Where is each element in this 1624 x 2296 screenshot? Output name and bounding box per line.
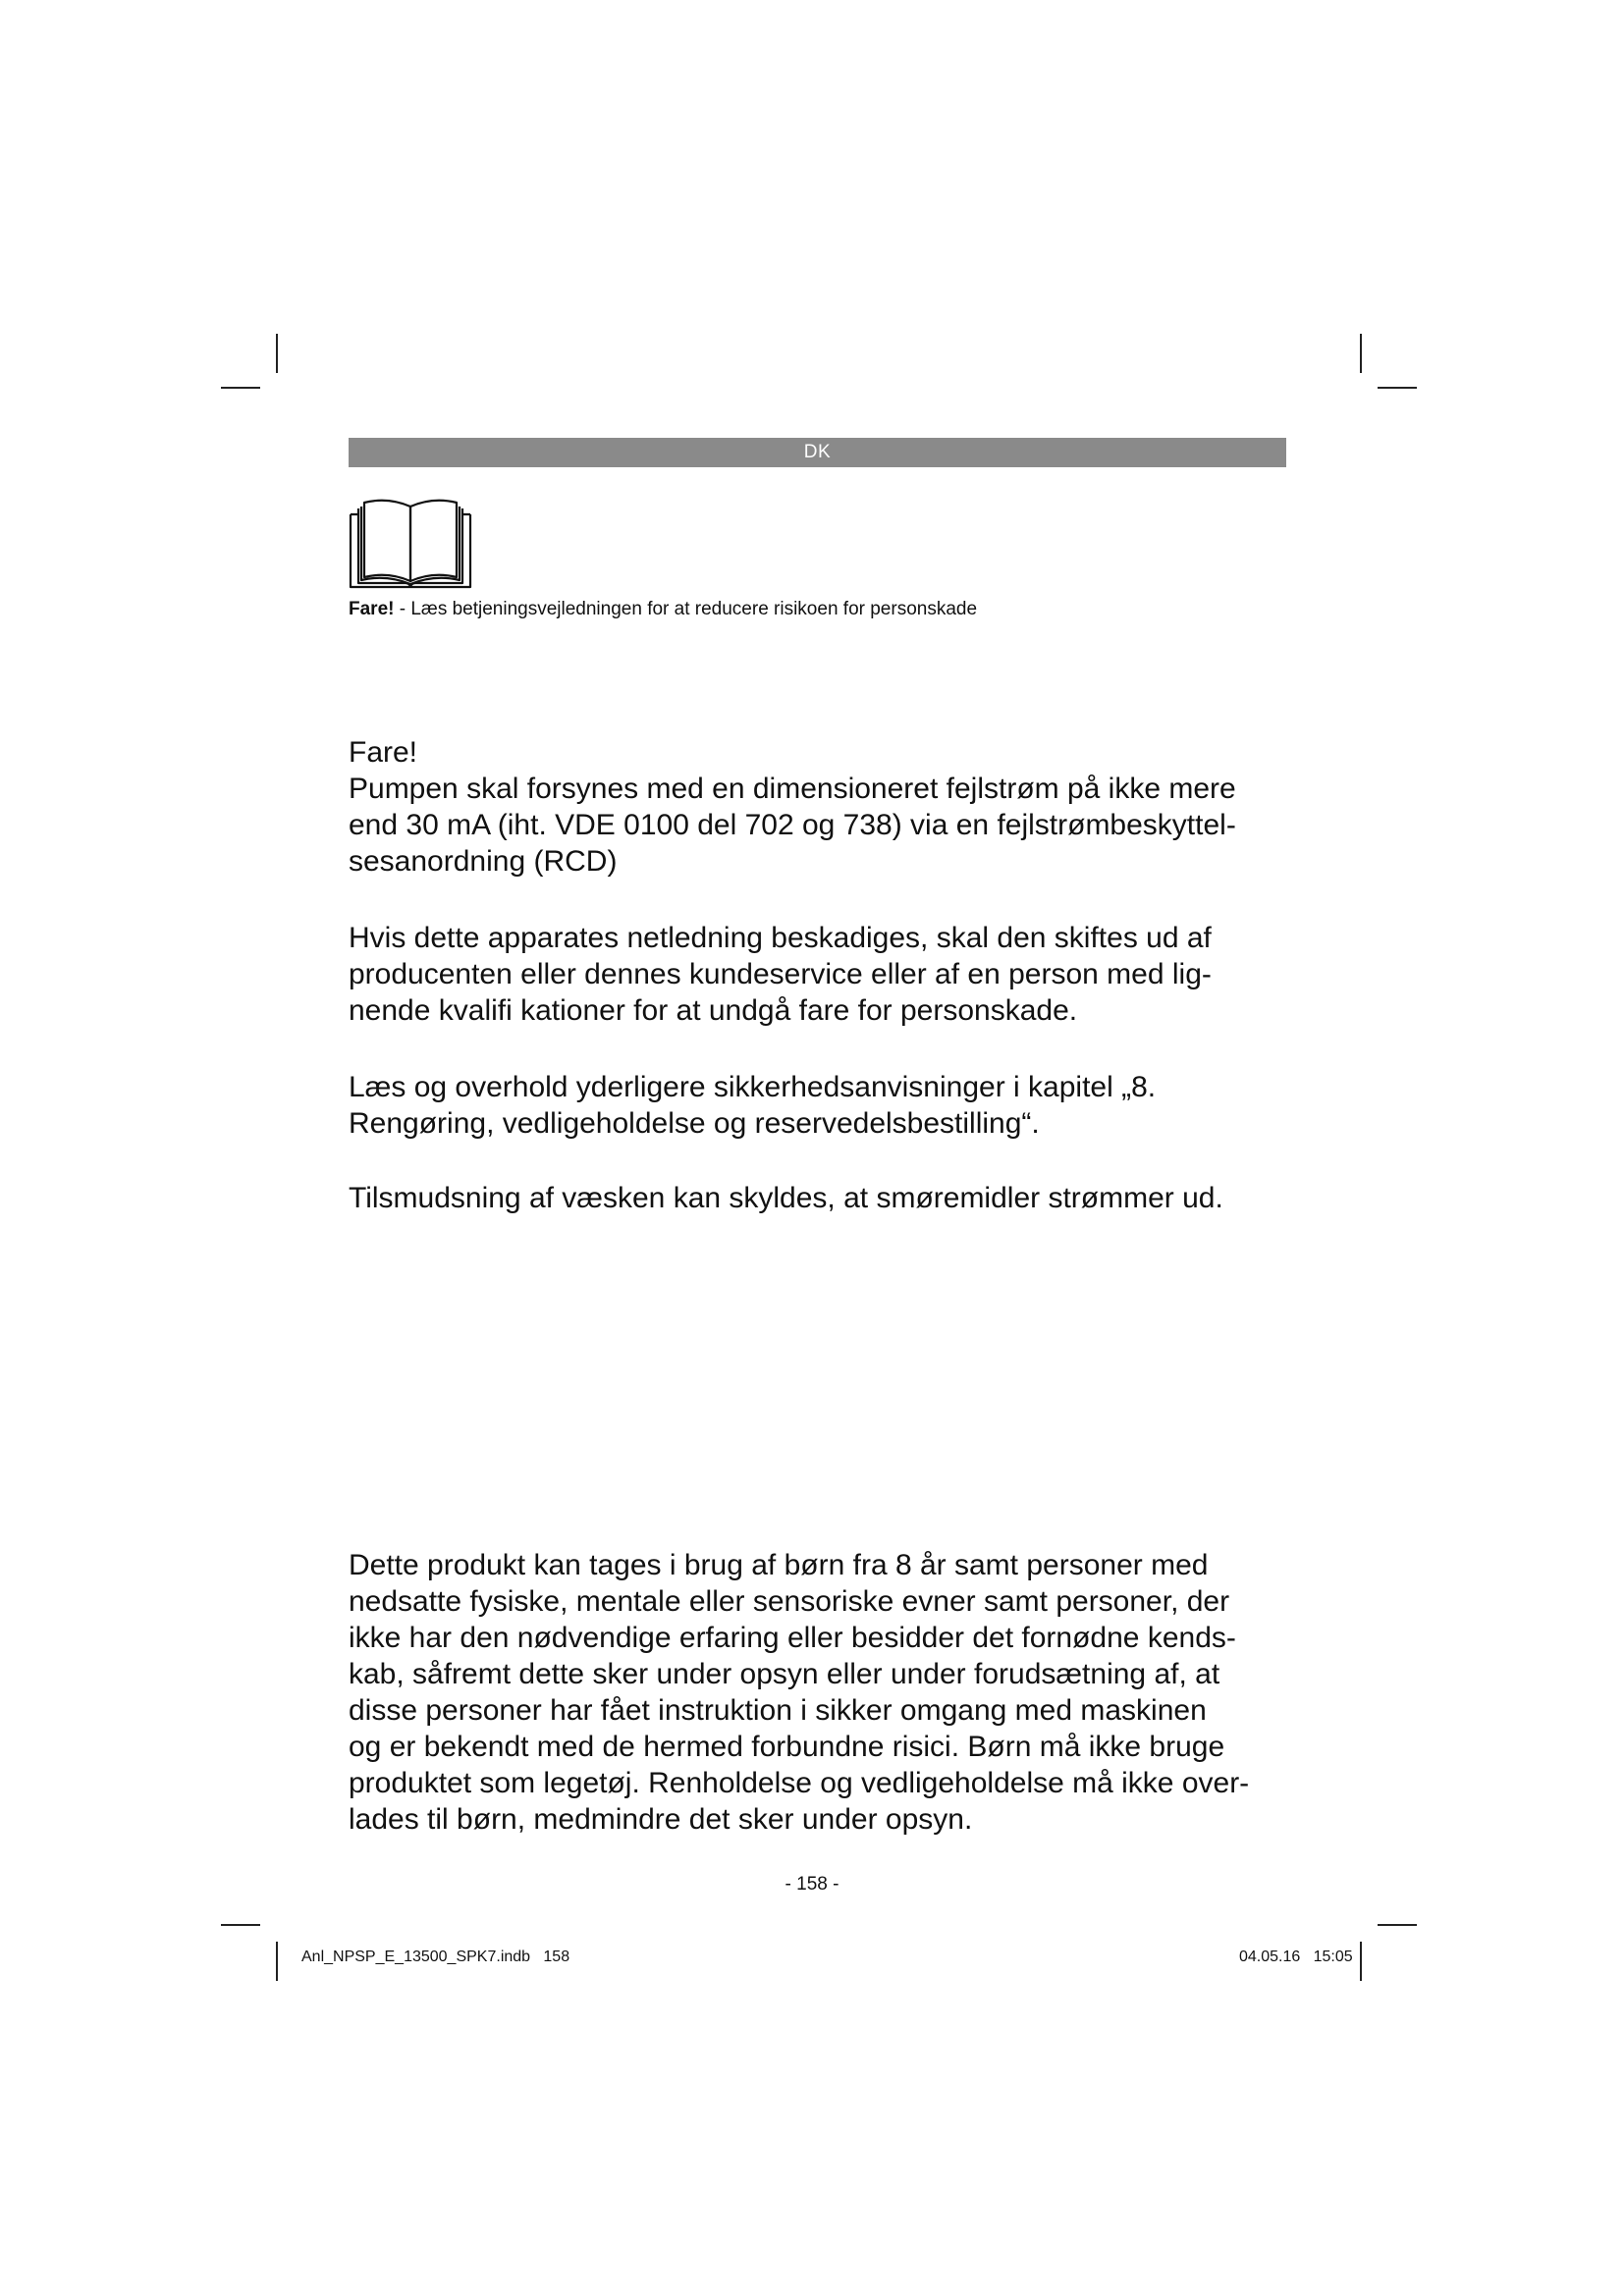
paragraph-line: sesanordning (RCD) [349,845,618,878]
crop-mark-bottom-left-vertical [276,1942,278,1981]
paragraph-line: ikke har den nødvendige erfaring eller besidder det fornødne kends- [349,1622,1236,1654]
warning-text: - Læs betjeningsvejledningen for at reducere risikoen for personskade [394,599,978,619]
paragraph-line: Rengøring, vedligeholdelse og reservedelsbestilling“. [349,1107,1040,1140]
paragraph-line: producenten eller dennes kundeservice eller af en person med lig- [349,958,1212,990]
crop-mark-top-right-vertical [1360,334,1362,373]
paragraph-line: lades til børn, medmindre det sker under opsyn. [349,1803,973,1836]
paragraph-line: Læs og overhold yderligere sikkerhedsanvisninger i kapitel „8. [349,1071,1157,1103]
open-book-icon [349,499,472,589]
section-power-cord [349,920,1291,1029]
section-fare-rcd [349,734,1291,880]
paragraph-line: Hvis dette apparates netledning beskadiges, skal den skiftes ud af [349,922,1212,954]
section-lubricant [349,1180,1291,1216]
page-number: - 158 - [785,1874,839,1895]
section-safety-reference [349,1069,1291,1142]
language-label: DK [803,442,832,462]
paragraph-line: disse personer har fået instruktion i sikker omgang med maskinen [349,1694,1207,1727]
crop-mark-top-left-horizontal [221,387,260,389]
footer-file-name: Anl_NPSP_E_13500_SPK7.indb 158 [301,1949,570,1965]
paragraph-line: nedsatte fysiske, mentale eller sensoriske evner samt personer, der [349,1585,1230,1618]
paragraph-line: Pumpen skal forsynes med en dimensioneret fejlstrøm på ikke mere [349,773,1236,805]
crop-mark-bottom-right-vertical [1360,1942,1362,1981]
section-children-use [349,1547,1291,1838]
language-header-bar [349,438,1286,467]
paragraph-line: produktet som legetøj. Renholdelse og vedligeholdelse må ikke over- [349,1767,1250,1799]
crop-mark-bottom-right-horizontal [1378,1924,1417,1926]
crop-mark-top-left-vertical [276,334,278,373]
paragraph-line: og er bekendt med de hermed forbundne risici. Børn må ikke bruge [349,1731,1225,1763]
read-manual-warning [349,597,977,622]
crop-mark-top-right-horizontal [1378,387,1417,389]
crop-mark-bottom-left-horizontal [221,1924,260,1926]
paragraph-line: kab, såfremt dette sker under opsyn eller under forudsætning af, at [349,1658,1220,1690]
paragraph-line: Tilsmudsning af væsken kan skyldes, at smøremidler strømmer ud. [349,1182,1223,1214]
paragraph-line: nende kvalifi kationer for at undgå fare for personskade. [349,994,1078,1027]
footer-print-date: 04.05.16 15:05 [1239,1949,1353,1965]
paragraph-line: end 30 mA (iht. VDE 0100 del 702 og 738) via en fejlstrømbeskyttel- [349,809,1236,841]
warning-bold-label: Fare! [349,599,395,619]
paragraph-line: Dette produkt kan tages i brug af børn fra 8 år samt personer med [349,1549,1209,1581]
section-title: Fare! [349,736,418,769]
